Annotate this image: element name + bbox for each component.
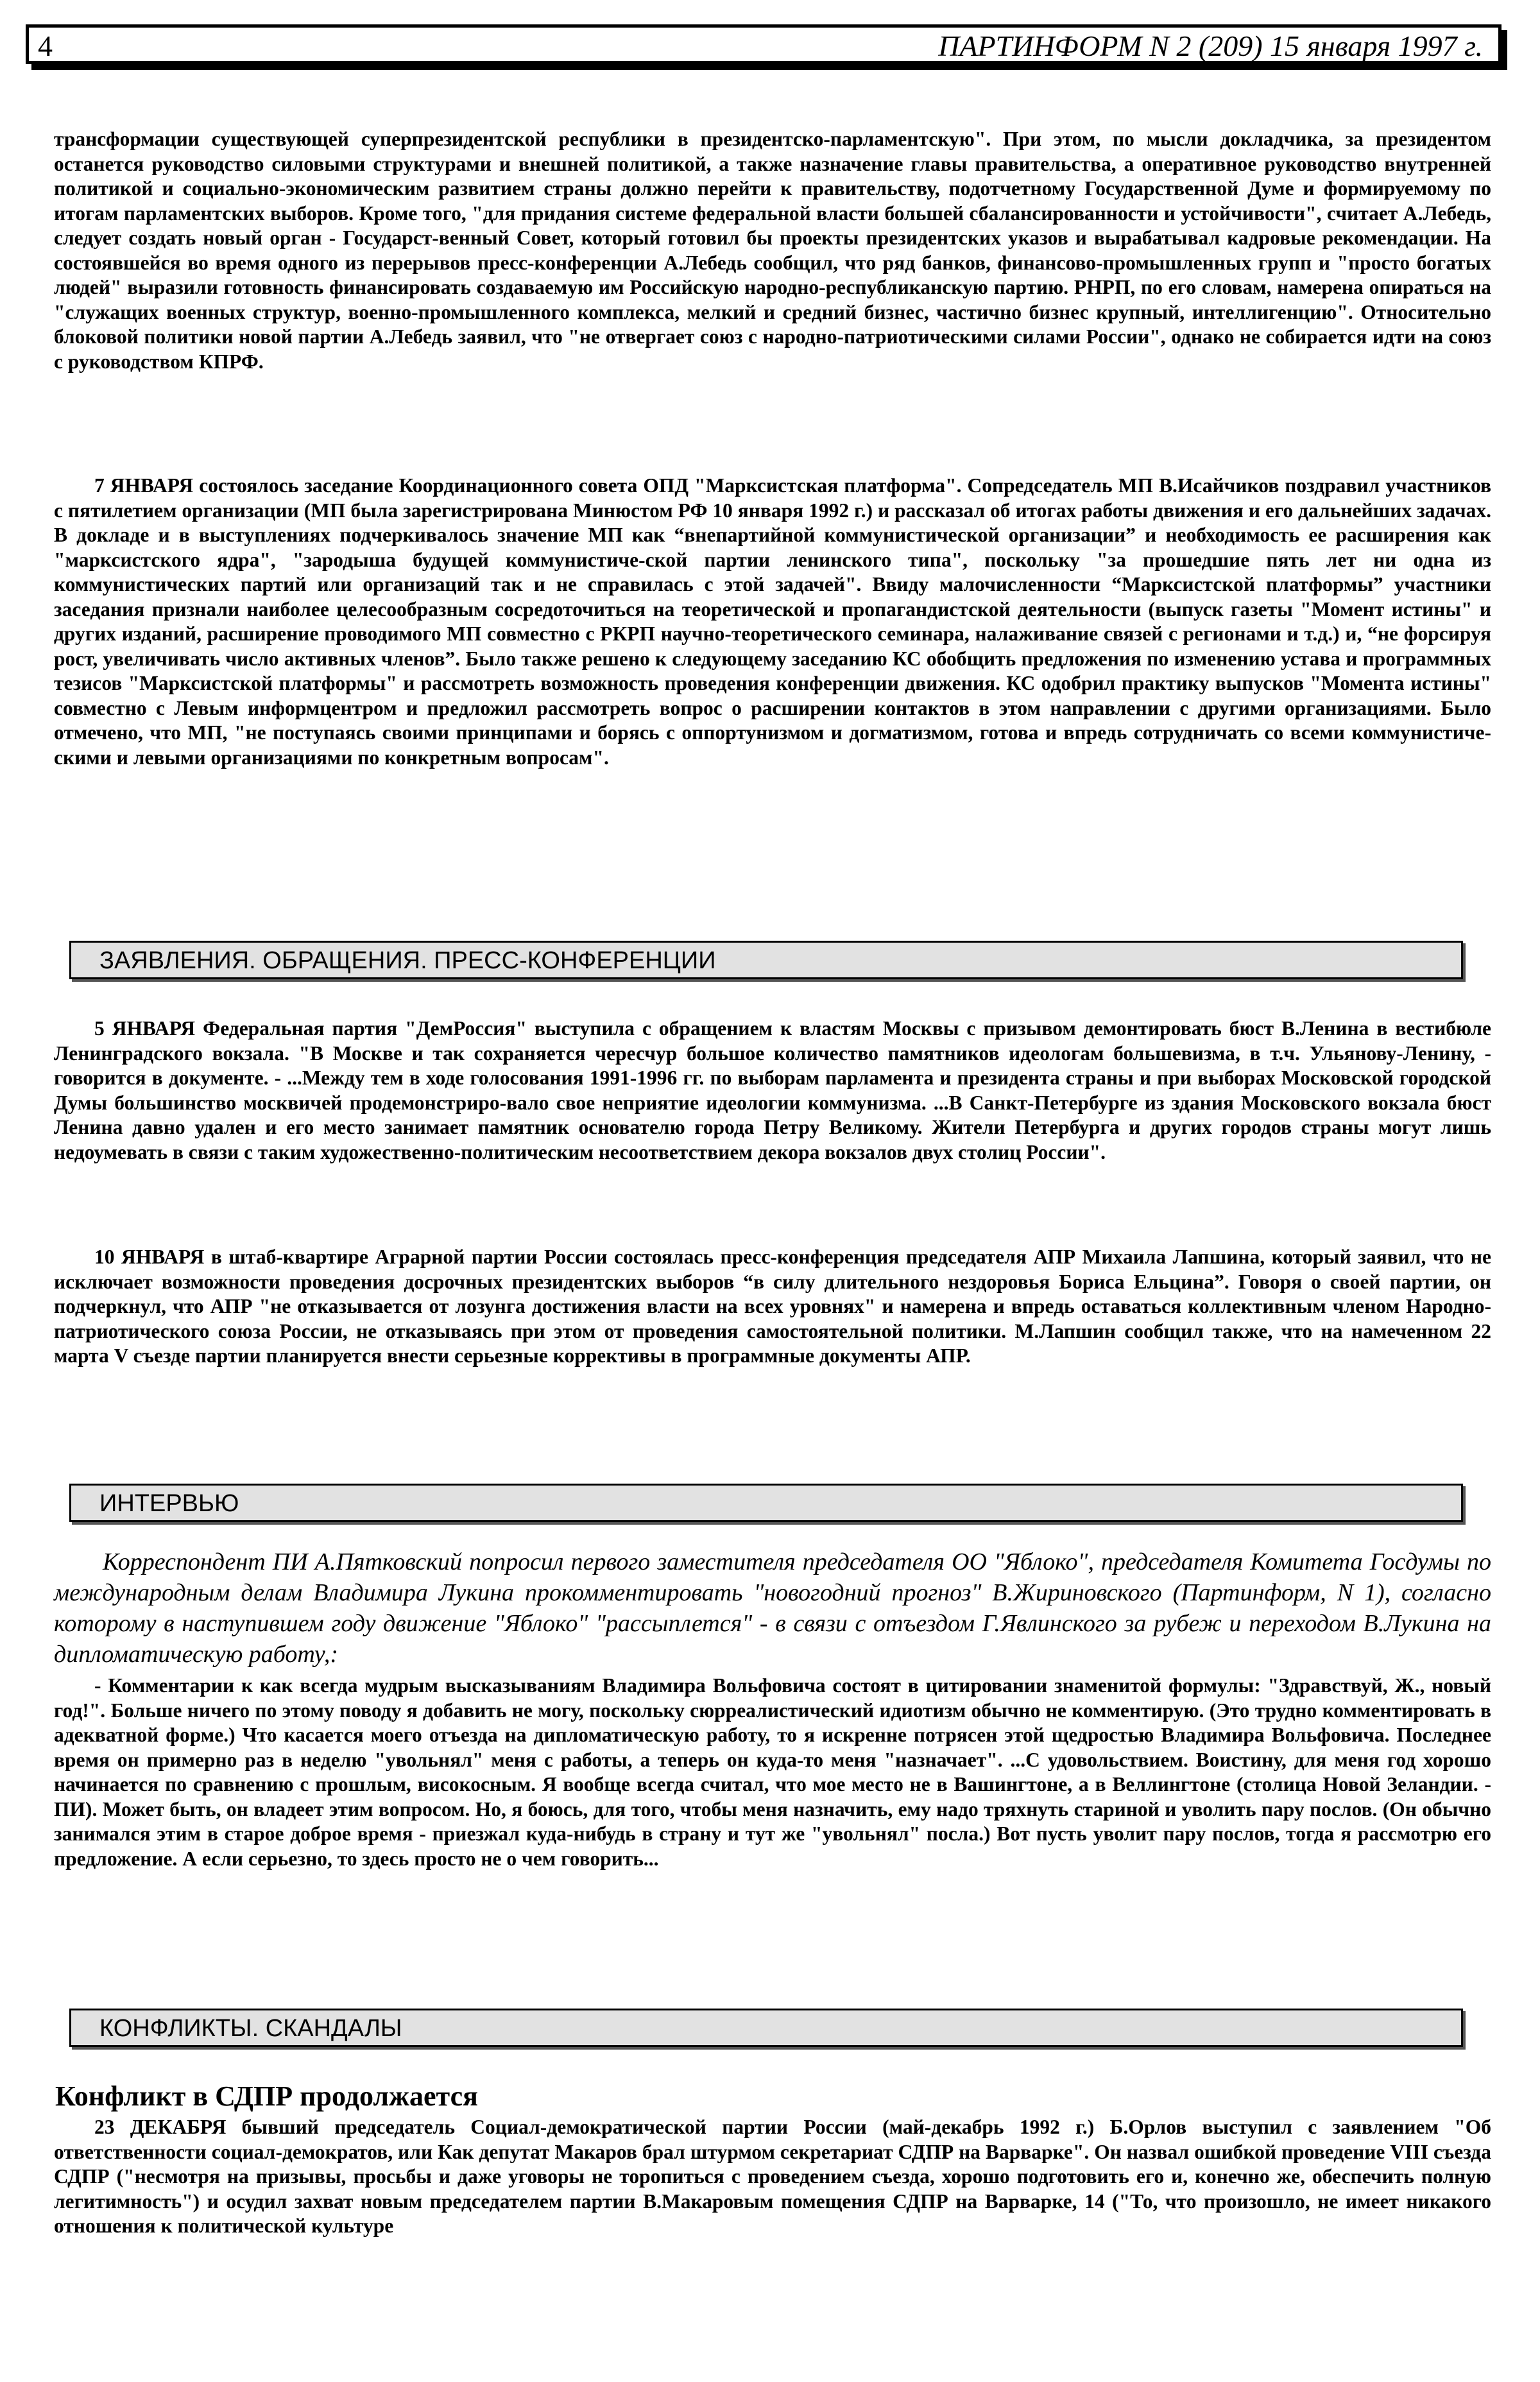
- section-title-conflicts: КОНФЛИКТЫ. СКАНДАЛЫ: [99, 2015, 402, 2042]
- section-header-interview: [69, 1484, 1463, 1522]
- interview-intro: Корреспондент ПИ А.Пятковский попросил первого заместителя председателя ОО "Яблоко", председателя Комитета Госдумы по международным делам Владимира Лукина прокомментировать "новогодний прогноз" В.Жириновского (Партинформ, N 1), согласно которому в наступившем году движение "Яблоко" "рассыплется" - в связи с отъездом Г.Явлинского за рубеж и переходом В.Лукина на дипломатическую работу,:: [54, 1548, 1491, 1668]
- article-continuation: [54, 127, 1491, 374]
- article-apr: [54, 1245, 1491, 1369]
- article-subheading: Конфликт в СДПР продолжается: [55, 2080, 478, 2112]
- section-header-conflicts: [69, 2009, 1463, 2047]
- paragraph-sdpr: 23 ДЕКАБРЯ бывший председатель Социал-демократической партии России (май-декабрь 1992 г.) Б.Орлов выступил с заявлением "Об ответственности социал-демократов, или Как депутат Макаров брал штурмом секретариат СДПР на Варварке". Он назвал ошибкой проведение VIII съезда СДПР ("несмотря на призывы, просьбы и даже уговоры не торопиться с проведением съезда, хорошо подготовить его и, конечно же, обеспечить полную легитимность") и осудил захват новым председателем партии В.Макаровым помещения СДПР на Варварке, 14 ("То, что произошло, не имеет никакого отношения к политической культуре: [54, 2116, 1491, 2237]
- interview-answer: - Комментарии к как всегда мудрым высказываниям Владимира Вольфовича состоят в цитировании знаменитой формулы: "Здравствуй, Ж., новый год!". Больше ничего по этому поводу я добавить не могу, поскольку сюрреалистический идиотизм обычно не комментирую. (Это трудно комментировать в адекватной форме.) Что касается моего отъезда на дипломатическую работу, то я искренне потрясен этой щедростью Владимира Вольфовича. Последнее время он примерно раз в неделю "увольнял" меня с работы, а теперь он куда-то меня "назначает". ...С удовольствием. Воистину, для меня год хорошо начинается по сравнению с прошлым, високосным. Я вообще всегда считал, что мое место не в Вашингтоне, а в Веллингтоне (столица Новой Зеландии. - ПИ). Может быть, он владеет этим вопросом. Но, я боюсь, для того, чтобы меня назначить, ему надо тряхнуть стариной и уволить пару послов. (Он обычно занимался этим в старое доброе время - приезжал куда-нибудь в страну и тут же "увольнял" посла.) Вот пусть уволит пару послов, тогда я рассмотрю его предложение. А если серьезно, то здесь просто не о чем говорить...: [54, 1674, 1491, 1870]
- paragraph-marxist-platform: 7 ЯНВАРЯ состоялось заседание Координационного совета ОПД "Марксистская платформа". Сопредседатель МП В.Исайчиков поздравил участников с пятилетием организации (МП была зарегистрирована Минюстом РФ 10 января 1992 г.) и рассказал об итогах работы движения и его дальнейших задачах. В докладе и в выступлениях подчеркивалось значение МП как “внепартийной коммунистической организации” и необходимость ее расширения как "марксистского ядра", "зародыша будущей коммунистиче-ской партии ленинского типа", поскольку "за прошедшие пять лет ни одна из коммунистических партий или организаций так и не справилась с этой задачей". Ввиду малочисленности “Марксистской платформы” участники заседания признали наиболее целесообразным сосредоточиться на теоретической и пропагандистской деятельности (выпуск газеты "Момент истины" и других изданий, расширение проводимого МП совместно с РКРП научно-теоретического семинара, налаживание связей с регионами и т.д.) и, “не форсируя рост, увеличивать число активных членов”. Было также решено к следующему заседанию КС обобщить предложения по изменению устава и программных тезисов "Марксистской платформы" и рассмотреть возможность проведения конференции движения. КС одобрил практику выпусков "Момента истины" совместно с Левым информцентром и предложил рассмотреть вопрос о расширении контактов в этом направлении с другими организациями. Было отмечено, что МП, "не поступаясь своими принципами и борясь с оппортунизмом и догматизмом, готова и впредь сотрудничать со всеми коммунистиче-скими и левыми организациями по конкретным вопросам".: [54, 474, 1491, 769]
- section-title-interview: ИНТЕРВЬЮ: [99, 1490, 239, 1517]
- article-demrossiya: [54, 1016, 1491, 1165]
- section-title-statements: ЗАЯВЛЕНИЯ. ОБРАЩЕНИЯ. ПРЕСС-КОНФЕРЕНЦИИ: [99, 947, 716, 974]
- article-sdpr: [54, 2115, 1491, 2239]
- page-number: 4: [38, 30, 53, 62]
- paragraph-lebed: трансформации существующей суперпрезидентской республики в президентско-парламентскую". При этом, по мысли докладчика, за президентом останется руководство силовыми структурами и внешней политикой, а также назначение главы правительства, а оперативное руководство внутренней политикой и социально-экономическим развитием страны должно перейти к правительству, подотчетному Государственной Думе и формируемому по итогам парламентских выборов. Кроме того, "для придания системе федеральной власти большей сбалансированности и устойчивости", считает А.Лебедь, следует создать новый орган - Государст-венный Совет, который готовил бы проекты президентских указов и вырабатывал кадровые рекомендации. На состоявшейся во время одного из перерывов пресс-конференции А.Лебедь сообщил, что ряд банков, финансово-промышленных групп и "просто богатых людей" выразили готовность финансировать создаваемую им Российскую народно-республиканскую партию. РНРП, по его словам, намерена опираться на "служащих военных структур, военно-промышленного комплекса, мелкий и средний бизнес, частично бизнес крупный, интеллигенцию". Относительно блоковой политики новой партии А.Лебедь заявил, что "не отвергает союз с народно-патриотическими силами России", однако не собирается идти на союз с руководством КПРФ.: [54, 128, 1491, 373]
- paragraph-demrossiya: 5 ЯНВАРЯ Федеральная партия "ДемРоссия" выступила с обращением к властям Москвы с призывом демонтировать бюст В.Ленина в вестибюле Ленинградского вокзала. "В Москве и так сохраняется чересчур большое количество памятников идеологам большевизма, в т.ч. Ульянову-Ленину, - говорится в документе. - ...Между тем в ходе голосования 1991-1996 гг. по выборам парламента и президента страны и при выборах Московской городской Думы большинство москвичей продемонстриро-вало свое неприятие идеологии коммунизма. ...В Санкт-Петербурге из здания Московского вокзала бюст Ленина давно удален и его место занимает памятник основателю города Петру Великому. Жители Петербурга и других городов страны могут лишь недоумевать в связи с таким художественно-политическим несоответствием декора вокзалов двух столиц России".: [54, 1017, 1491, 1163]
- paragraph-apr: 10 ЯНВАРЯ в штаб-квартире Аграрной партии России состоялась пресс-конференция председателя АПР Михаила Лапшина, который заявил, что не исключает возможности проведения досрочных президентских выборов “в силу длительного нездоровья Бориса Ельцина”. Говоря о своей партии, он подчеркнул, что АПР "не отказывается от лозунга достижения власти на всех уровнях" и намерена и впредь оставаться коллективным членом Народно-патриотического союза России, не отказываясь при этом от проведения самостоятельной политики. М.Лапшин сообщил также, что на намеченном 22 марта V съезде партии планируется внести серьезные коррективы в программные документы АПР.: [54, 1246, 1491, 1367]
- article-marxist-platform: [54, 474, 1491, 770]
- page-header: [26, 24, 1502, 64]
- interview-block: [54, 1547, 1491, 1871]
- publication-title: ПАРТИНФОРМ N 2 (209) 15 января 1997 г.: [938, 30, 1483, 62]
- section-header-statements: [69, 941, 1463, 979]
